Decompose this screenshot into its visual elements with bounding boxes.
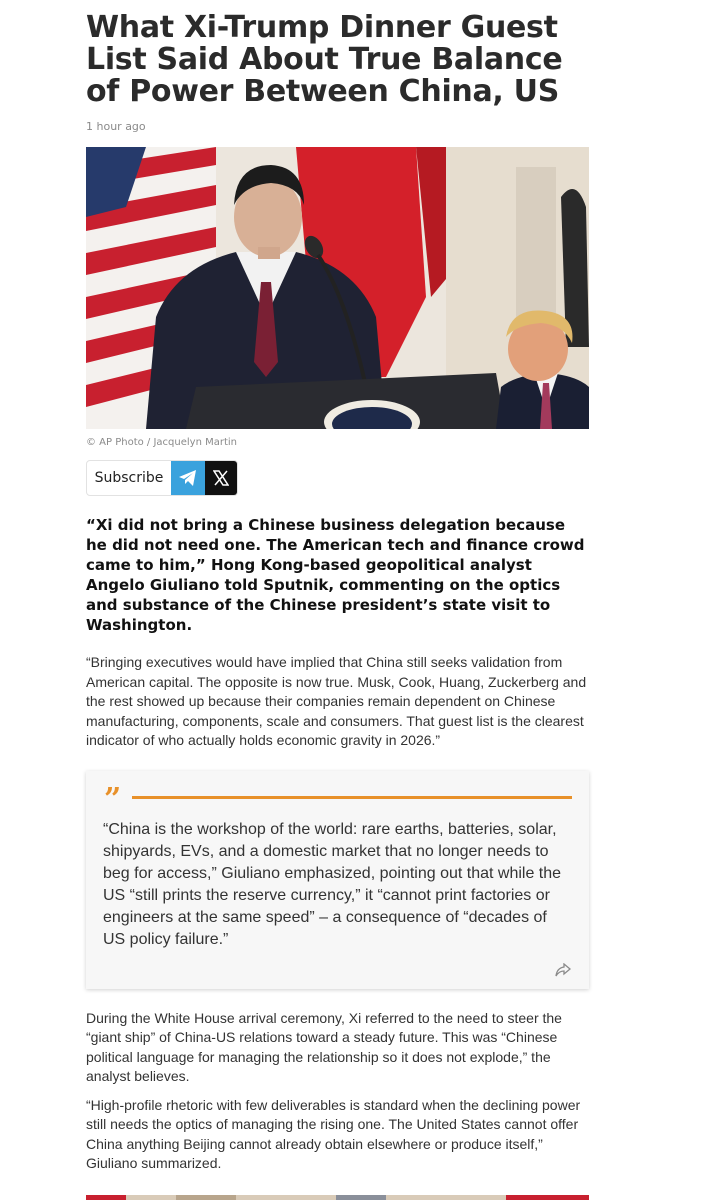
telegram-icon	[178, 469, 198, 487]
publish-time: 1 hour ago	[86, 120, 146, 133]
quote-rule	[132, 796, 572, 799]
article-lead: “Xi did not bring a Chinese business delegation because he did not need one. The American tech and finance crowd came to him,” Hong Kong-based geopolitical analyst Angelo Giuliano told Sputnik, commenting on the optics and substance of the Chinese president’s state visit to Washington.	[86, 516, 585, 634]
subscribe-button[interactable]: Subscribe	[94, 470, 164, 486]
x-icon	[213, 470, 229, 486]
article-title: What Xi-Trump Dinner Guest List Said About True Balance of Power Between China, US	[86, 10, 563, 109]
paragraph: During the White House arrival ceremony, Xi referred to the need to steer the “giant ship” of China-US relations toward a steady future. This was “Chinese political language for managing the relationship so it does not explode,” the analyst believes.	[86, 1009, 562, 1084]
telegram-button[interactable]	[171, 461, 205, 495]
article	[86, 0, 589, 1174]
quote-text: “China is the workshop of the world: rare earths, batteries, solar, shipyards, EVs, and a domestic market that no longer needs to beg for access,” Giuliano emphasized, pointing out that while the US “still prints the reserve currency,” it “cannot print factories or engineers at the same speed” – a consequence of “decades of US policy failure.”	[103, 820, 562, 948]
x-button[interactable]	[205, 461, 237, 495]
paragraph: “High-profile rhetoric with few deliverables is standard when the declining power still needs the optics of managing the rising one. The United States cannot offer China anything Beijing cannot already obtain elsewhere or produce itself,” Giuliano summarized.	[86, 1096, 581, 1171]
next-photo-strip	[86, 1195, 589, 1200]
photo-illustration	[86, 147, 589, 429]
share-bar	[86, 460, 238, 496]
pull-quote	[86, 771, 589, 989]
quote-icon: ”	[104, 781, 122, 817]
next-photo	[86, 1190, 589, 1200]
article-photo	[86, 147, 589, 429]
share-icon[interactable]	[555, 963, 571, 977]
photo-caption: © AP Photo / Jacquelyn Martin	[86, 437, 238, 448]
paragraph: “Bringing executives would have implied that China still seeks validation from American capital. The opposite is now true. Musk, Cook, Huang, Zuckerberg and the rest showed up because their companies remain dependent on Chinese manufacturing, components, scale and consumers. That guest list is the clearest indicator of who actually holds economic gravity in 2026.”	[86, 654, 587, 748]
